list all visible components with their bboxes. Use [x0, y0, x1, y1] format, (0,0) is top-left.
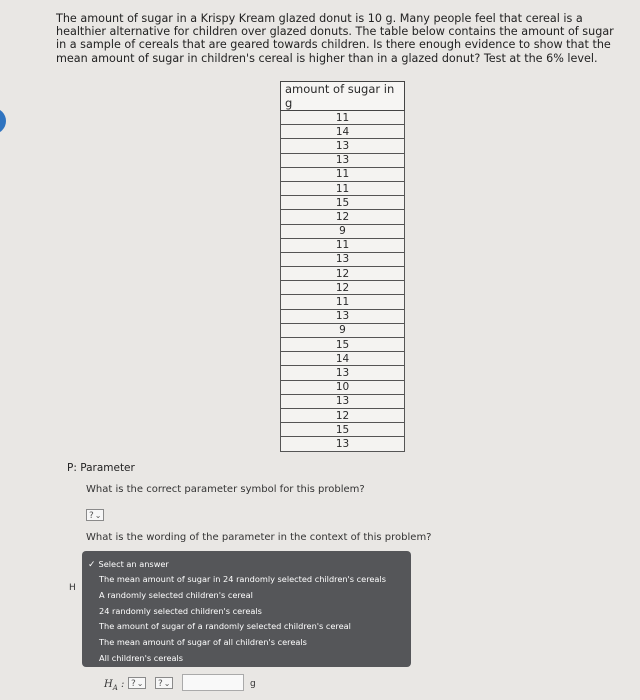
dropdown-option[interactable]: The mean amount of sugar of all children's cereals — [99, 637, 307, 647]
question-parameter-wording: What is the wording of the parameter in the context of this problem? — [86, 532, 432, 543]
table-cell: 11 — [281, 238, 405, 252]
table-cell: 15 — [281, 196, 405, 210]
table-row — [281, 181, 405, 195]
table-row — [281, 153, 405, 167]
alternative-hypothesis-label: $H_A$ : — [104, 679, 125, 692]
table-cell: 15 — [281, 338, 405, 352]
table-cell: 13 — [281, 252, 405, 266]
dropdown-option[interactable]: 24 randomly selected children's cereals — [99, 606, 262, 616]
table-cell: 12 — [281, 210, 405, 224]
table-row — [281, 295, 405, 309]
dropdown-option[interactable]: The amount of sugar of a randomly selected children's cereal — [99, 621, 351, 631]
table-row — [281, 423, 405, 437]
checkmark-icon: ✓ — [88, 560, 96, 570]
table-row — [281, 281, 405, 295]
ha-value-input[interactable] — [182, 674, 244, 691]
table-cell: 10 — [281, 380, 405, 394]
table-cell: 14 — [281, 352, 405, 366]
table-row — [281, 238, 405, 252]
dropdown-option[interactable]: The mean amount of sugar in 24 randomly selected children's cereals — [99, 574, 386, 584]
parameter-symbol-select[interactable]: ?⌄ — [86, 509, 104, 521]
table-cell: 9 — [281, 323, 405, 337]
table-cell: 13 — [281, 139, 405, 153]
ha-symbol-select[interactable]: ?⌄ — [128, 677, 146, 689]
table-cell: 13 — [281, 394, 405, 408]
table-cell: 12 — [281, 281, 405, 295]
chevron-down-icon: ⌄ — [163, 679, 171, 688]
table-row — [281, 366, 405, 380]
table-row — [281, 394, 405, 408]
table-row — [281, 323, 405, 337]
table-cell: 14 — [281, 125, 405, 139]
sugar-table — [280, 81, 405, 452]
table-row — [281, 408, 405, 422]
table-row — [281, 224, 405, 238]
table-cell: 13 — [281, 153, 405, 167]
table-row — [281, 309, 405, 323]
table-row — [281, 125, 405, 139]
null-hypothesis-label: H — [69, 583, 76, 593]
dropdown-option[interactable]: All children's cereals — [99, 653, 184, 663]
table-header: amount of sugar in g — [281, 82, 405, 111]
parameter-wording-dropdown[interactable] — [82, 551, 411, 667]
table-cell: 11 — [281, 295, 405, 309]
dropdown-option[interactable]: A randomly selected children's cereal — [99, 590, 253, 600]
table-row — [281, 252, 405, 266]
table-cell: 11 — [281, 111, 405, 125]
table-cell: 12 — [281, 267, 405, 281]
question-parameter-symbol: What is the correct parameter symbol for this problem? — [86, 484, 365, 495]
table-row — [281, 196, 405, 210]
table-row — [281, 167, 405, 181]
table-row — [281, 352, 405, 366]
table-cell: 9 — [281, 224, 405, 238]
table-row — [281, 437, 405, 451]
table-cell: 15 — [281, 423, 405, 437]
table-row — [281, 267, 405, 281]
table-row — [281, 139, 405, 153]
table-cell: 13 — [281, 309, 405, 323]
table-cell: 13 — [281, 437, 405, 451]
table-row — [281, 380, 405, 394]
table-row — [281, 338, 405, 352]
problem-statement: The amount of sugar in a Krispy Kream glazed donut is 10 g. Many people feel that cereal is a healthier alternative for children over glazed donuts. The table below contains the amount of sugar in a sample of cereals that are geared towards children. Is there enough evidence to show that the mean amount of sugar in children's cereal is higher than in a glazed donut? Test at the 6% level. — [56, 12, 614, 65]
table-cell: 11 — [281, 181, 405, 195]
table-cell: 11 — [281, 167, 405, 181]
chevron-down-icon: ⌄ — [136, 679, 144, 688]
dropdown-option-select[interactable]: ✓ Select an answer — [88, 559, 169, 570]
table-cell: 13 — [281, 366, 405, 380]
ha-operator-select[interactable]: ?⌄ — [155, 677, 173, 689]
side-tab[interactable] — [0, 108, 6, 134]
chevron-down-icon: ⌄ — [94, 511, 102, 520]
table-cell: 12 — [281, 408, 405, 422]
table-row — [281, 111, 405, 125]
table-row — [281, 210, 405, 224]
section-title: P: Parameter — [67, 462, 135, 474]
ha-unit-label: g — [250, 679, 256, 689]
